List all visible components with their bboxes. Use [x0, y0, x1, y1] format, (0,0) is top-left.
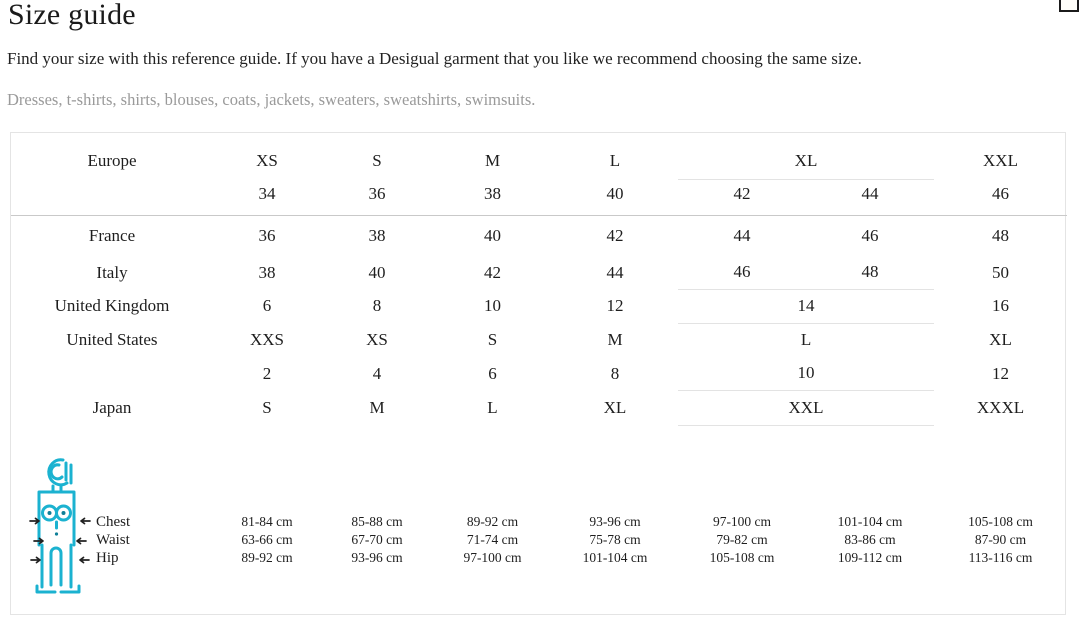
table-row-europe-numbers — [11, 179, 1067, 215]
measurement-value: 89-92 cm — [466, 514, 519, 529]
size-cell: M — [369, 397, 385, 417]
size-table-card — [10, 132, 1066, 615]
size-cell: L — [487, 397, 498, 417]
size-cell: 48 — [861, 262, 879, 282]
size-number: 44 — [806, 179, 934, 215]
size-cell: XXS — [249, 330, 284, 349]
measurement-label: Waist — [96, 531, 130, 548]
country-label: United Kingdom — [54, 296, 170, 315]
size-cell-spanned: 14 — [678, 289, 934, 323]
size-cell: 2 — [262, 363, 272, 383]
size-header: XXL — [983, 151, 1018, 170]
size-cell: XL — [603, 397, 627, 417]
measurement-row-waist — [11, 531, 1067, 549]
size-cell: 44 — [733, 225, 751, 245]
measurement-value: 93-96 cm — [351, 550, 403, 565]
table-row-united-kingdom — [11, 289, 1067, 323]
empty-cell — [11, 179, 213, 215]
garment-categories-text: Dresses, t-shirts, shirts, blouses, coats, jackets, sweaters, sweatshirts, swimsuits. — [7, 90, 536, 109]
size-cell-spanned: L — [800, 330, 812, 350]
measurement-value: 63-66 cm — [241, 532, 293, 547]
size-cell: 8 — [372, 296, 382, 315]
measurement-value: 67-70 cm — [351, 532, 403, 547]
measurement-value: 83-86 cm — [844, 532, 896, 547]
size-cell: 46 — [733, 262, 751, 282]
measurement-label: Hip — [96, 549, 119, 566]
measurement-value: 113-116 cm — [968, 550, 1033, 565]
size-number: 42 — [678, 179, 806, 215]
size-number: 46 — [934, 179, 1067, 215]
country-label: United States — [66, 330, 158, 349]
size-cell: 46 — [861, 225, 879, 245]
measurement-row-chest — [11, 513, 1067, 531]
size-cell: S — [487, 330, 498, 349]
table-row-sizes — [11, 133, 1067, 179]
size-cell-spanned: 10 — [678, 357, 934, 390]
size-cell: 40 — [484, 225, 501, 245]
country-label: Japan — [92, 397, 132, 417]
measurement-value: 105-108 cm — [709, 550, 775, 565]
measurement-value: 93-96 cm — [589, 514, 641, 529]
size-cell: 8 — [610, 363, 620, 383]
table-row-italy — [11, 256, 1067, 289]
size-cell: 50 — [992, 262, 1010, 282]
measurement-value: 87-90 cm — [974, 532, 1027, 547]
measurement-value: 97-100 cm — [463, 550, 522, 565]
size-cell: 48 — [992, 225, 1010, 245]
country-label: France — [88, 225, 136, 245]
table-row-france — [11, 215, 1067, 256]
size-cell: 40 — [368, 262, 386, 282]
size-header-xl: XL — [678, 133, 934, 179]
size-cell: 42 — [606, 225, 624, 245]
size-cell: 44 — [606, 262, 624, 282]
size-number: 36 — [321, 179, 433, 215]
measurement-value: 101-104 cm — [582, 550, 648, 565]
size-number: 38 — [433, 179, 552, 215]
size-cell: XXXL — [976, 397, 1025, 417]
size-cell: 6 — [262, 296, 272, 315]
size-cell: XL — [989, 330, 1012, 349]
measurement-value: 89-92 cm — [241, 550, 293, 565]
region-label: Europe — [87, 151, 137, 170]
measurement-value: 71-74 cm — [466, 532, 519, 547]
measurement-value: 105-108 cm — [968, 514, 1033, 529]
measurement-value: 109-112 cm — [837, 550, 903, 565]
measurement-value: 75-78 cm — [589, 532, 641, 547]
table-row-japan — [11, 390, 1067, 425]
table-row-united-states — [11, 323, 1067, 357]
intro-text: Find your size with this reference guide. If you have a Desigual garment that you like we recommend choosing the same size. — [7, 49, 862, 68]
size-cell-spanned: XXL — [678, 390, 934, 425]
size-cell: 42 — [484, 262, 501, 282]
size-cell: 12 — [992, 363, 1010, 383]
table-row-us-numbers — [11, 357, 1067, 390]
measurement-value: 101-104 cm — [837, 514, 903, 529]
measurement-value: 97-100 cm — [712, 514, 772, 529]
size-header: L — [609, 151, 621, 170]
size-cell: M — [607, 330, 623, 349]
size-cell: 6 — [488, 363, 497, 383]
size-cell: 12 — [606, 296, 624, 315]
size-header: S — [372, 151, 382, 170]
size-cell: 10 — [484, 296, 501, 315]
empty-cell — [11, 357, 213, 390]
measurement-row-hip — [11, 549, 1067, 567]
size-cell: 36 — [258, 225, 276, 245]
size-number: 34 — [213, 179, 321, 215]
measurement-value: 81-84 cm — [241, 514, 293, 529]
size-cell: 38 — [368, 225, 386, 245]
measurement-value: 79-82 cm — [716, 532, 768, 547]
measurement-label: Chest — [96, 513, 131, 530]
page-title: Size guide — [8, 0, 136, 31]
size-cell: 38 — [258, 262, 276, 282]
size-table — [11, 133, 1067, 426]
size-cell: S — [262, 397, 272, 417]
size-header: M — [484, 151, 501, 170]
size-cell: XS — [366, 330, 388, 349]
measurements-section — [11, 513, 1067, 567]
size-number: 40 — [552, 179, 678, 215]
close-button[interactable] — [1059, 0, 1079, 12]
measurement-value: 85-88 cm — [351, 514, 403, 529]
size-cell: 4 — [372, 363, 382, 383]
size-cell: 16 — [992, 296, 1010, 315]
country-label: Italy — [96, 262, 128, 282]
size-header: XS — [256, 151, 278, 170]
